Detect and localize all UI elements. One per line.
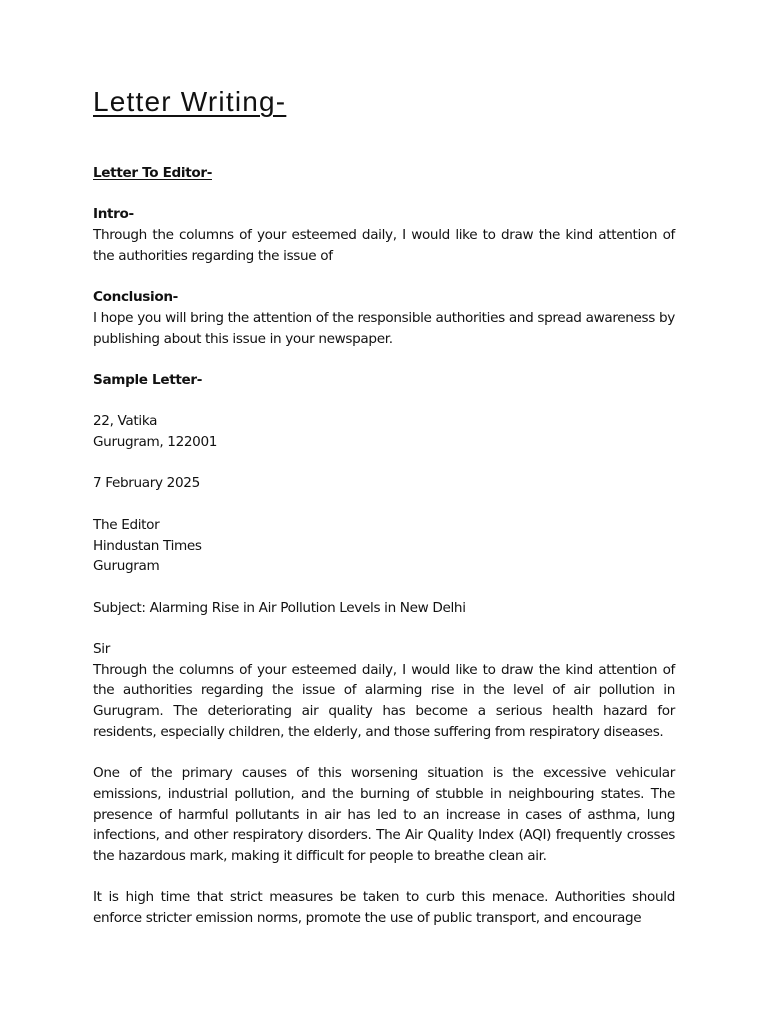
letter-paragraph: It is high time that strict measures be taken to curb this menace. Authorities should enforce stricter emission norms, promote the use of public transport, and encourage [93, 889, 675, 927]
letter-subject: Subject: Alarming Rise in Air Pollution Levels in New Delhi [93, 599, 466, 616]
letter-paragraph: One of the primary causes of this worsening situation is the excessive vehicular emissions, industrial pollution, and the burning of stubble in neighbouring states. The presence of harmful pollutants in air has led to an increase in cases of asthma, lung infections, and other respiratory disorders. The Air Quality Index (AQI) frequently crosses the hazardous mark, making it difficult for people to breathe clean air. [93, 765, 675, 865]
section-heading: Letter To Editor- [93, 165, 212, 181]
recipient-line: Gurugram [93, 558, 160, 575]
letter-date: 7 February 2025 [93, 475, 200, 492]
sample-letter-heading: Sample Letter- [93, 371, 203, 388]
recipient-line: The Editor [93, 516, 160, 533]
intro-text: Through the columns of your esteemed daily, I would like to draw the kind attention of the authorities regarding the issue of [93, 227, 675, 264]
sender-address-line: Gurugram, 122001 [93, 434, 218, 451]
conclusion-heading: Conclusion- [93, 289, 178, 306]
document-body [93, 163, 675, 929]
intro-heading: Intro- [93, 206, 134, 223]
spacer [93, 267, 675, 288]
spacer [93, 349, 675, 370]
page-title: Letter Writing- [93, 86, 287, 117]
spacer [93, 391, 675, 412]
letter-salutation: Sir [93, 641, 110, 658]
letter-paragraph: Through the columns of your esteemed daily, I would like to draw the kind attention of the authorities regarding the issue of alarming rise in the level of air pollution in Gurugram. The deteriorating air quality has become a serious health hazard for residents, especially children, the elderly, and those suffering from respiratory diseases. [93, 661, 675, 740]
spacer [93, 184, 675, 205]
spacer [93, 577, 675, 598]
sender-address-line: 22, Vatika [93, 413, 158, 430]
spacer [93, 494, 675, 515]
spacer [93, 867, 675, 888]
spacer [93, 618, 675, 639]
spacer [93, 743, 675, 764]
conclusion-text: I hope you will bring the attention of the responsible authorities and spread awareness by publishing about this issue in your newspaper. [93, 309, 675, 347]
spacer [93, 453, 675, 474]
recipient-line: Hindustan Times [93, 537, 202, 554]
